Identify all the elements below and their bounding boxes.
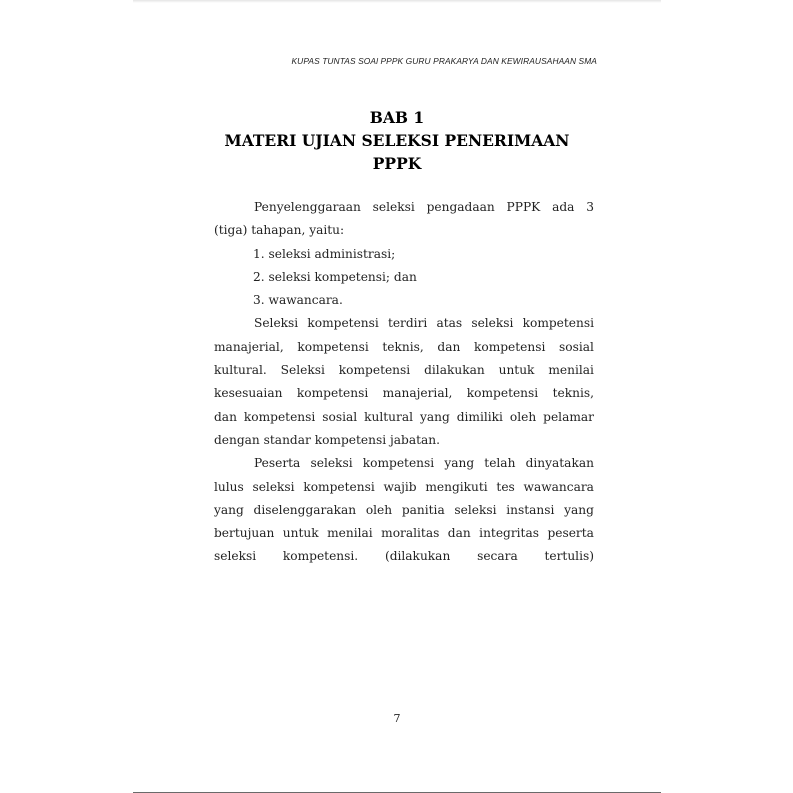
- list-item: [214, 289, 594, 312]
- page-number: 7: [393, 712, 401, 725]
- word: oleh: [365, 502, 393, 517]
- word: kompetensi: [466, 386, 539, 401]
- list-marker: 2.: [253, 269, 265, 284]
- word: seleksi: [310, 456, 353, 471]
- list-item: [214, 266, 594, 289]
- paragraph-2-line-3: [214, 359, 594, 382]
- word: sosial: [322, 409, 358, 424]
- word: bertujuan: [214, 526, 275, 541]
- word: teknis,: [552, 386, 594, 401]
- word: kompetensi: [338, 363, 411, 378]
- word: manajerial,: [382, 386, 453, 401]
- list-item: [214, 243, 594, 266]
- word: seleksi: [214, 549, 257, 564]
- book-page: [133, 0, 661, 793]
- word: kompetensi: [522, 316, 594, 331]
- word: atas: [436, 316, 463, 331]
- word: kompetensi.: [282, 549, 359, 564]
- list-item-text: seleksi administrasi;: [268, 246, 396, 261]
- body-text: [214, 196, 594, 569]
- word: terdiri: [387, 316, 428, 331]
- word: tes: [496, 479, 515, 494]
- paragraph-3-line-3: [214, 499, 594, 522]
- chapter-number: BAB 1: [369, 108, 425, 127]
- paragraph-3-line-1: [214, 452, 594, 475]
- word: yang: [419, 409, 450, 424]
- chapter-title-line-1: MATERI UJIAN SELEKSI PENERIMAAN: [224, 131, 570, 150]
- word: kesesuaian: [214, 386, 283, 401]
- word: kultural: [364, 409, 413, 424]
- word: dilakukan: [424, 363, 485, 378]
- word: instansi: [506, 502, 555, 517]
- word: dan: [447, 526, 471, 541]
- word: yang: [564, 502, 594, 517]
- paragraph-2-line-2: [214, 336, 594, 359]
- word: PPPK: [506, 200, 541, 214]
- word: yang: [214, 502, 244, 517]
- word: dimiliki: [456, 409, 503, 424]
- paragraph-3-line-2: [214, 476, 594, 499]
- word: panitia: [401, 502, 445, 517]
- word: diselenggarakan: [253, 502, 357, 517]
- word: tertulis): [544, 549, 594, 564]
- word: seleksi: [372, 200, 415, 214]
- running-header: KUPAS TUNTAS SOAl PPPK GURU PRAKARYA DAN KEWIRAUSAHAAN SMA: [291, 56, 597, 66]
- paragraph-2-line-1: [214, 312, 594, 335]
- word: seleksi: [454, 502, 497, 517]
- chapter-title-line-2: PPPK: [372, 154, 422, 173]
- word: Seleksi: [280, 363, 325, 378]
- word: ada: [552, 200, 575, 214]
- word: telah: [484, 456, 516, 471]
- word: pengadaan: [426, 200, 495, 214]
- word: pelamar: [543, 409, 594, 424]
- paragraph-2-line-6: dengan standar kompetensi jabatan.: [214, 432, 440, 447]
- word: dan: [214, 409, 237, 424]
- word: oleh: [509, 409, 537, 424]
- word: kompetensi: [297, 339, 369, 354]
- word: Peserta: [254, 456, 301, 471]
- paragraph-3-line-4: [214, 522, 594, 545]
- word: (dilakukan: [384, 549, 451, 564]
- paragraph-2-line-5: [214, 406, 594, 429]
- paragraph-3-line-5: [214, 545, 594, 568]
- word: wawancara: [523, 479, 594, 494]
- word: peserta: [547, 526, 594, 541]
- word: 3: [586, 200, 594, 214]
- word: kultural.: [214, 363, 267, 378]
- word: moralitas: [381, 526, 440, 541]
- word: untuk: [282, 526, 319, 541]
- word: seleksi: [252, 479, 295, 494]
- word: lulus: [214, 479, 244, 494]
- word: kompetensi: [303, 479, 375, 494]
- word: yang: [444, 456, 475, 471]
- page-edge-shadow: [133, 0, 661, 3]
- list-item-text: wawancara.: [268, 293, 343, 308]
- paragraph-2-line-4: [214, 382, 594, 405]
- word: kompetensi: [243, 409, 316, 424]
- word: dan: [437, 339, 461, 354]
- word: manajerial,: [214, 339, 284, 354]
- word: sosial: [559, 339, 594, 354]
- word: wajib: [383, 479, 417, 494]
- word: menilai: [548, 363, 594, 378]
- word: kompetensi: [296, 386, 369, 401]
- word: seleksi: [471, 316, 514, 331]
- list-marker: 3.: [253, 293, 265, 308]
- list-marker: 1.: [253, 246, 265, 261]
- word: Penyelenggaraan: [254, 200, 361, 214]
- word: Seleksi: [254, 316, 299, 331]
- paragraph-1-line-2: (tiga) tahapan, yaitu:: [214, 223, 345, 238]
- list-item-text: seleksi kompetensi; dan: [268, 269, 417, 284]
- word: integritas: [479, 526, 539, 541]
- word: teknis,: [382, 339, 424, 354]
- chapter-heading: [133, 106, 661, 175]
- word: dinyatakan: [525, 456, 594, 471]
- word: kompetensi: [307, 316, 379, 331]
- word: kompetensi: [362, 456, 435, 471]
- word: kompetensi: [473, 339, 546, 354]
- word: mengikuti: [425, 479, 488, 494]
- word: untuk: [498, 363, 535, 378]
- word: menilai: [327, 526, 373, 541]
- paragraph-1-line-1: [214, 196, 594, 219]
- word: secara: [477, 549, 518, 564]
